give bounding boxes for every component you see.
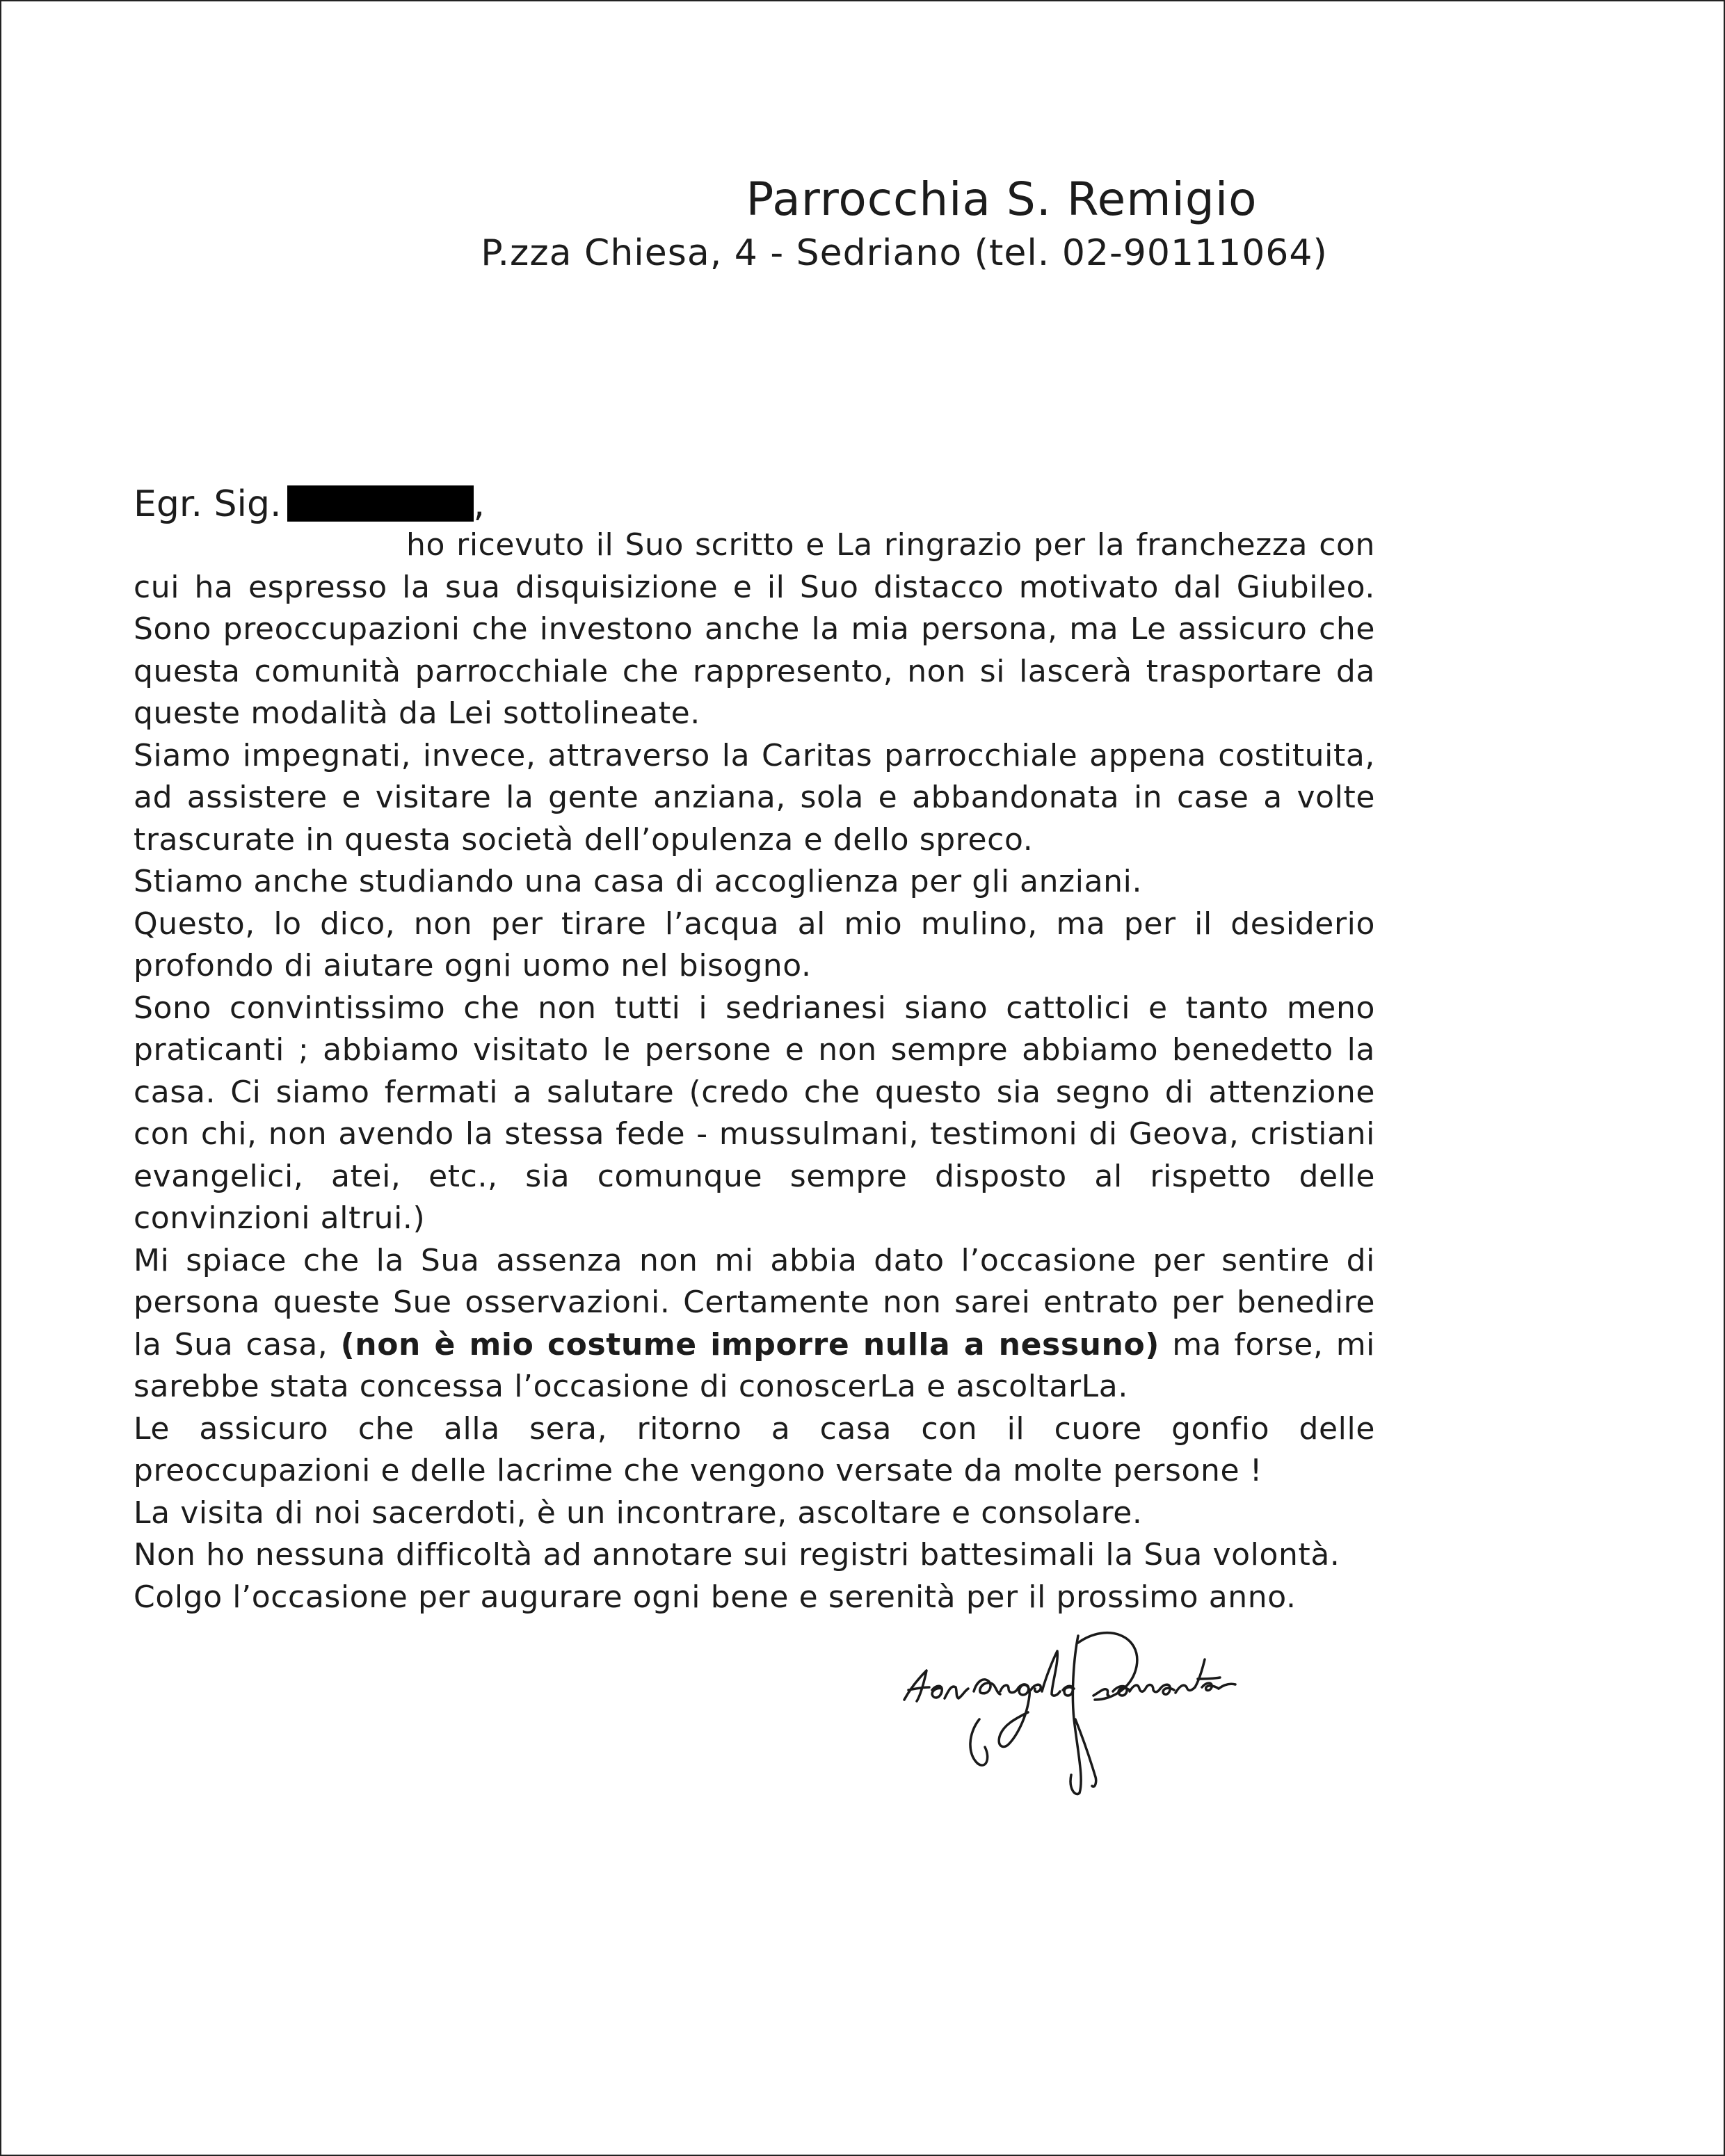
signature-drawing xyxy=(892,1615,1393,1803)
paragraph-4: Questo, lo dico, non per tirare l’acqua al mio mulino, ma per il desiderio profondo di aiutare ogni uomo nel bisogno. xyxy=(134,906,1375,983)
salutation-comma: , xyxy=(473,483,486,525)
parish-name: Parrocchia S. Remigio xyxy=(746,172,1258,226)
paragraph-5: Sono convintissimo che non tutti i sedrianesi siano cattolici e tanto meno praticanti ; abbiamo visitato le persone e non sempre abbiamo benedetto la casa. Ci siamo fermati a salutare (credo che questo sia segno di attenzione con chi, non avendo la stessa fede - mussulmani, testimoni di Geova, cristiani evangelici, atei, etc., sia comunque sempre disposto al rispetto delle convinzioni altrui.) xyxy=(134,990,1375,1236)
paragraph-7: Le assicuro che alla sera, ritorno a casa con il cuore gonfio delle preoccupazioni e delle lacrime che vengono versate da molte persone ! xyxy=(134,1410,1375,1488)
parish-address: P.zza Chiesa, 4 - Sedriano (tel. 02-90111064) xyxy=(481,232,1328,274)
paragraph-6-emphasis: (non è mio costume imporre nulla a nessuno) xyxy=(340,1326,1160,1362)
handwritten-signature xyxy=(892,1615,1393,1803)
letter-body xyxy=(134,524,1375,1618)
paragraph-9: Non ho nessuna difficoltà ad annotare sui registri battesimali la Sua volontà. xyxy=(134,1537,1340,1572)
salutation xyxy=(134,483,485,525)
salutation-prefix: Egr. Sig. xyxy=(134,483,282,525)
redacted-name-bar xyxy=(287,485,474,522)
paragraph-2: Siamo impegnati, invece, attraverso la Caritas parrocchiale appena costituita, ad assistere e visitare la gente anziana, sola e abbandonata in case a volte trascurate in questa società dell’opulenza e dello spreco. xyxy=(134,737,1375,858)
paragraph-10: Colgo l’occasione per augurare ogni bene e serenità per il prossimo anno. xyxy=(134,1579,1297,1615)
paragraph-6-part-c: ma forse, mi sarebbe stata concessa l’occasione di conoscerLa e ascoltarLa. xyxy=(134,1326,1375,1404)
paragraph-1: ho ricevuto il Suo scritto e La ringrazio per la franchezza con cui ha espresso la sua disquisizione e il Suo distacco motivato dal Giubileo. Sono preoccupazioni che investono anche la mia persona, ma Le assicuro che questa comunità parrocchiale che rappresento, non si lascerà trasportare da queste modalità da Lei sottolineate. xyxy=(134,527,1375,731)
paragraph-6 xyxy=(134,1240,1375,1408)
paragraph-6-part-a: Mi spiace che la Sua assenza non mi abbia dato l’occasione per sentire di persona queste Sue osservazioni. Certamente non sarei entrato per benedire la Sua casa, xyxy=(134,1242,1375,1362)
paragraph-3: Stiamo anche studiando una casa di accoglienza per gli anziani. xyxy=(134,864,1143,899)
paragraph-8: La visita di noi sacerdoti, è un incontrare, ascoltare e consolare. xyxy=(134,1495,1143,1531)
